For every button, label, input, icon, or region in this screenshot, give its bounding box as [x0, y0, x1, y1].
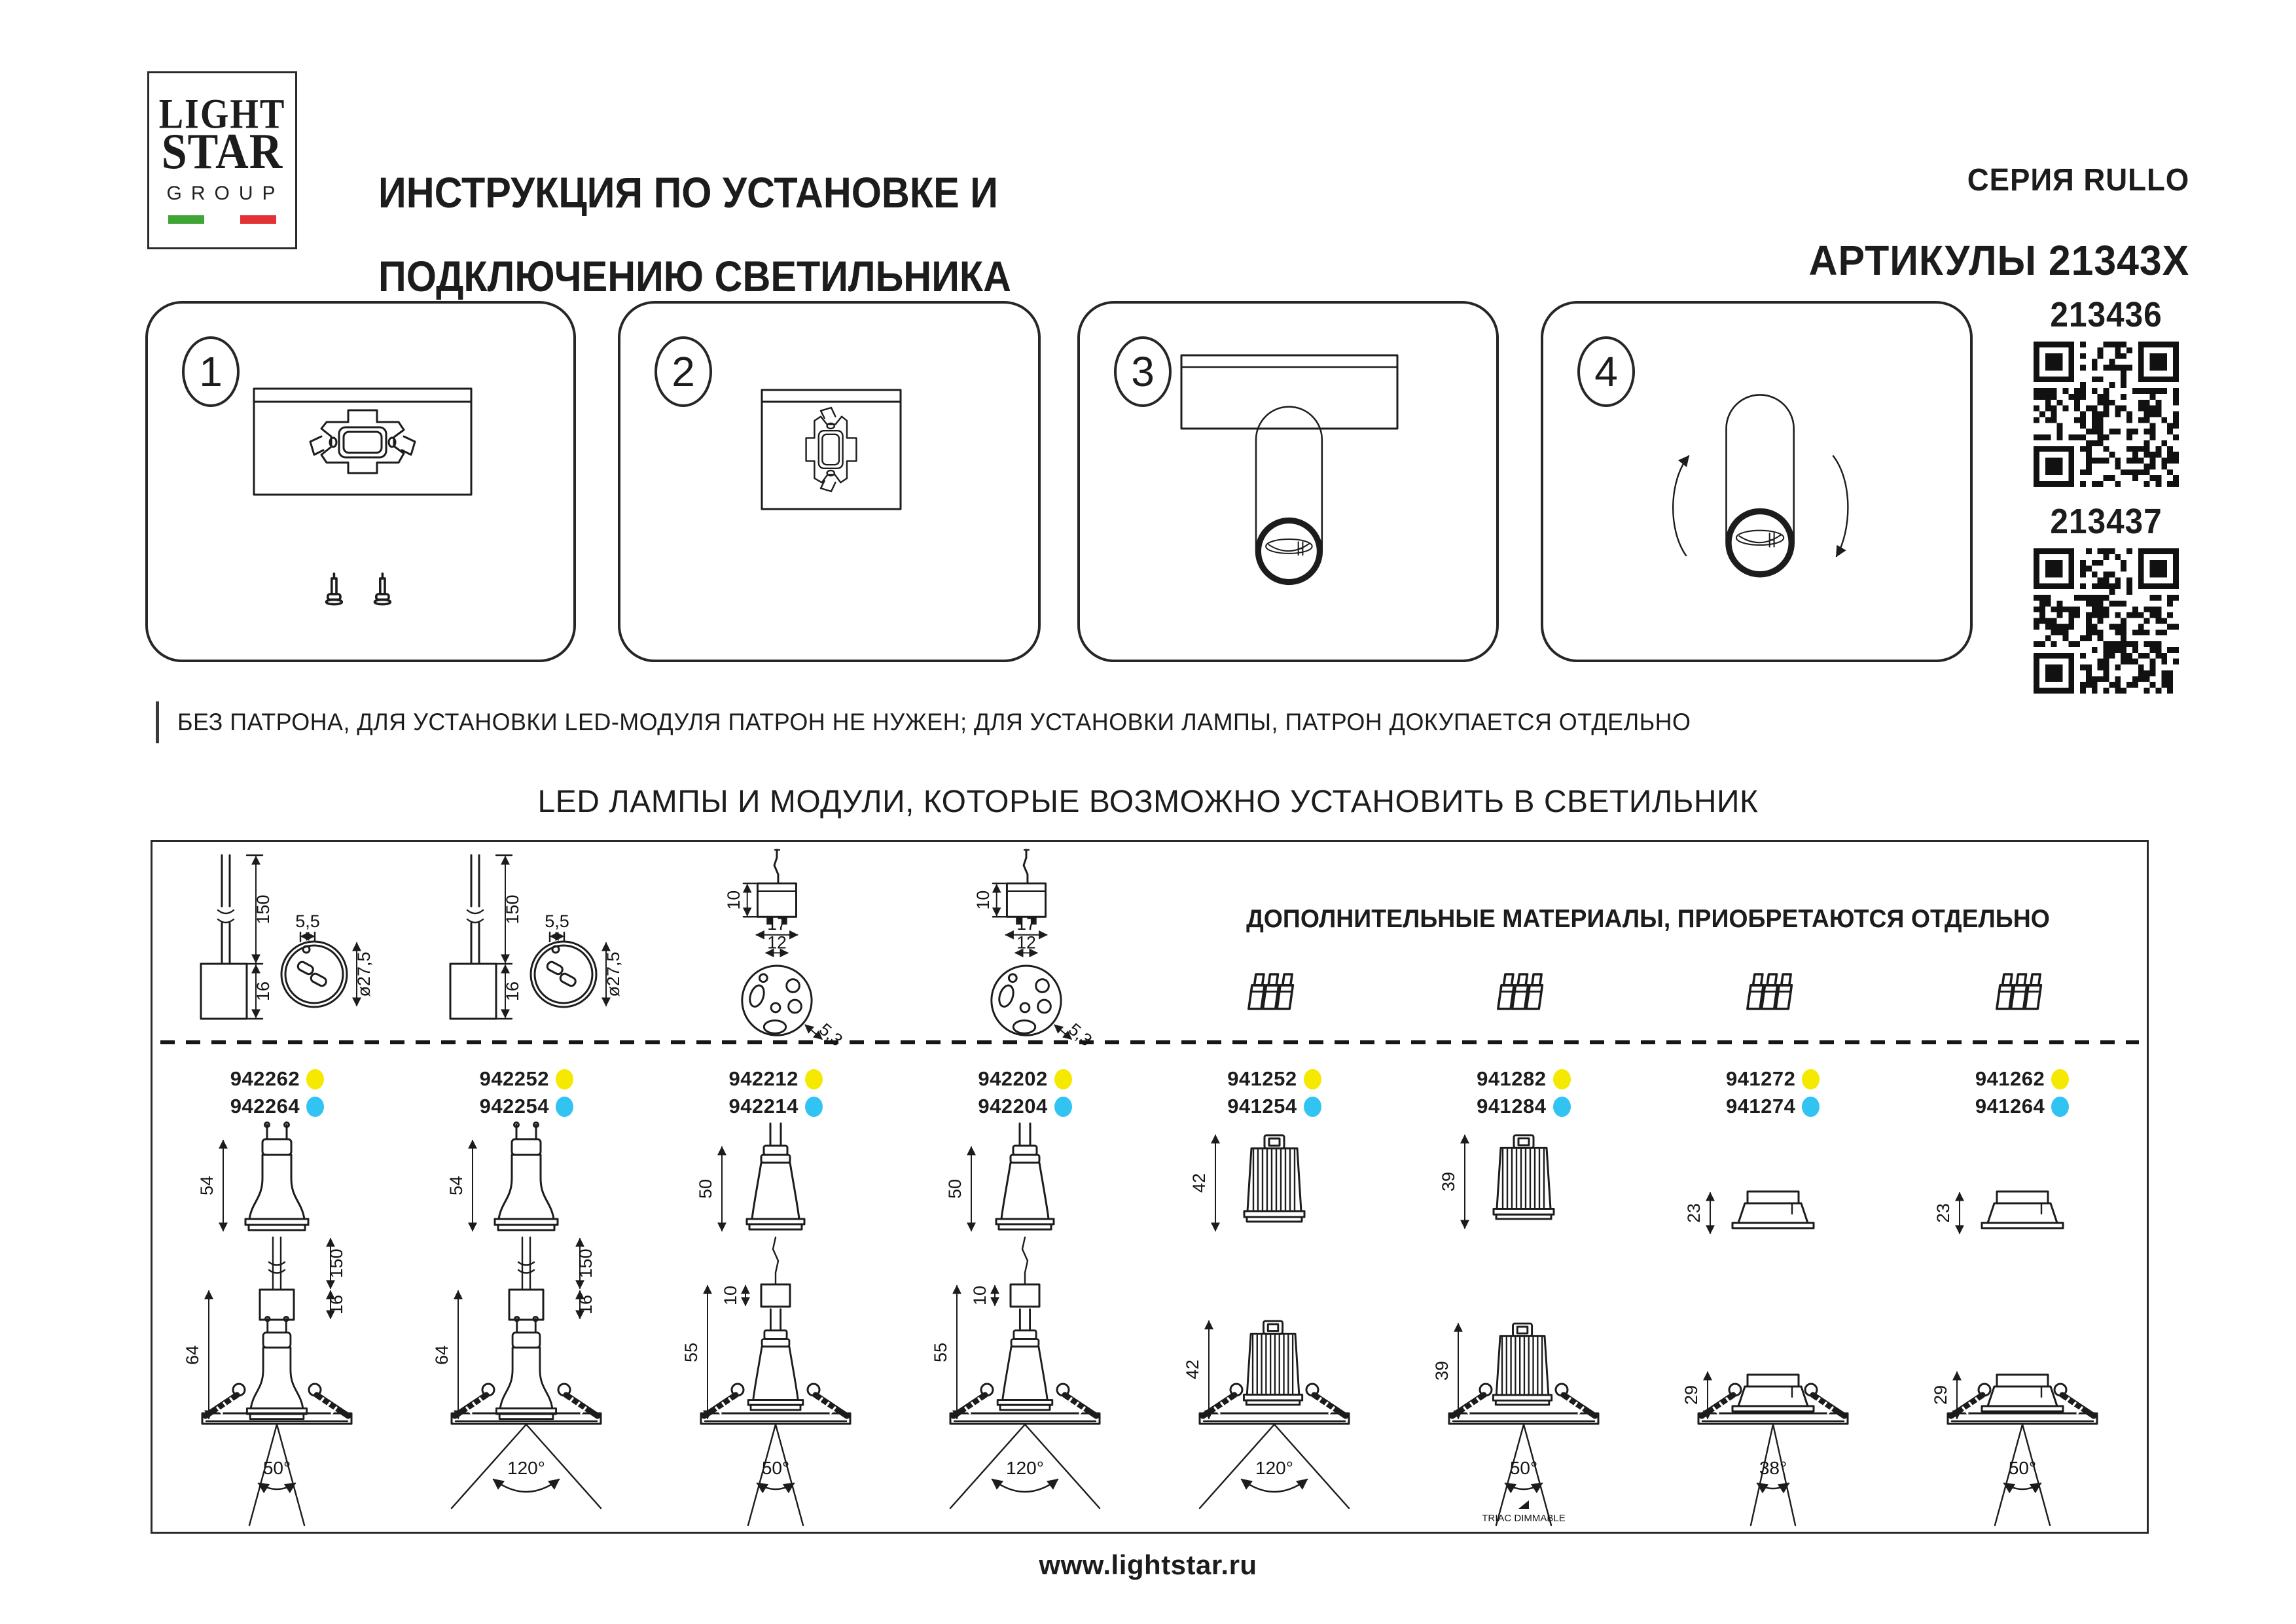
step-3-number: 3	[1114, 336, 1172, 407]
svg-text:42: 42	[1182, 1359, 1202, 1380]
step-1-number: 1	[182, 336, 240, 407]
extras-title: ДОПОЛНИТЕЛЬНЫЕ МАТЕРИАЛЫ, ПРИОБРЕТАЮТСЯ ОТДЕЛЬНО	[1246, 905, 2050, 933]
lamp-column-1	[152, 842, 402, 1532]
svg-text:120°: 120°	[1255, 1458, 1293, 1478]
product-code-warm: 941272	[1725, 1067, 1796, 1090]
step-2-number: 2	[655, 336, 712, 407]
cool-color-dot	[306, 1097, 324, 1117]
step-4-number: 4	[1577, 336, 1635, 407]
warm-color-dot	[306, 1069, 324, 1089]
note	[156, 701, 1738, 743]
svg-text:50: 50	[945, 1178, 965, 1199]
gu10-socket-diagram	[428, 846, 624, 1042]
series-label: СЕРИЯ RULLO	[1967, 163, 2189, 198]
lamp-diagram-6	[1412, 1116, 1635, 1528]
socket-diagram-area-1	[152, 842, 402, 1044]
svg-text:29: 29	[1681, 1385, 1701, 1405]
product-code-cool: 942204	[978, 1095, 1048, 1118]
svg-text:50°: 50°	[2008, 1458, 2036, 1478]
step-3-diagram	[1178, 345, 1401, 633]
cool-color-dot	[556, 1097, 573, 1117]
articles-label: АРТИКУЛЫ 21343X	[1808, 237, 2189, 284]
svg-text:50°: 50°	[1509, 1458, 1537, 1478]
svg-text:64: 64	[183, 1345, 203, 1366]
section-title: LED ЛАМПЫ И МОДУЛИ, КОТОРЫЕ ВОЗМОЖНО УСТАНОВИТЬ В СВЕТИЛЬНИК	[537, 785, 1759, 819]
note-text: БЕЗ ПАТРОНА, ДЛЯ УСТАНОВКИ LED-МОДУЛЯ ПАТРОН НЕ НУЖЕН; ДЛЯ УСТАНОВКИ ЛАМПЫ, ПАТРОН ДОКУПАЕТСЯ ОТДЕЛЬНО	[177, 709, 1691, 735]
svg-text:16: 16	[327, 1294, 347, 1315]
header-right	[1808, 162, 2189, 285]
gu10-socket-diagram	[179, 846, 375, 1042]
note-accent-bar	[156, 701, 159, 743]
svg-text:55: 55	[681, 1342, 702, 1363]
product-code-warm: 942212	[728, 1067, 798, 1090]
lamp-columns	[152, 842, 2147, 1532]
extras-area-8	[1897, 842, 2147, 1044]
product-code-cool: 941274	[1725, 1095, 1796, 1118]
italian-flag-stripe	[168, 215, 277, 224]
warm-color-dot	[1304, 1069, 1321, 1089]
lamps-panel	[151, 840, 2149, 1534]
cool-color-dot	[2051, 1097, 2069, 1117]
lamp-diagram-3	[664, 1116, 887, 1528]
logo-star: STAR	[161, 124, 283, 180]
article-number-2: 213437	[2050, 502, 2162, 541]
step-panel-4	[1541, 301, 1973, 662]
terminal-block-icon	[1496, 966, 1551, 1014]
lamp-column-5	[1150, 842, 1399, 1532]
cool-color-dot	[1553, 1097, 1571, 1117]
product-codes-7	[1726, 1067, 1820, 1116]
product-code-cool: 941264	[1975, 1095, 2045, 1118]
svg-text:64: 64	[432, 1345, 452, 1366]
step-1-diagram	[251, 361, 474, 643]
product-code-cool: 942254	[479, 1095, 550, 1118]
warm-color-dot	[556, 1069, 573, 1089]
svg-text:42: 42	[1189, 1173, 1209, 1193]
svg-text:54: 54	[197, 1175, 217, 1196]
logo-group: GROUP	[166, 182, 285, 204]
lamp-diagram-8	[1911, 1116, 2134, 1528]
svg-text:120°: 120°	[507, 1458, 546, 1478]
product-code-warm: 942202	[978, 1067, 1048, 1090]
svg-text:39: 39	[1438, 1171, 1458, 1192]
triac-dimmable-label: TRIAC DIMMABLE	[1482, 1513, 1566, 1524]
svg-text:50: 50	[696, 1178, 716, 1199]
product-code-warm: 941252	[1227, 1067, 1297, 1090]
warm-color-dot	[805, 1069, 823, 1089]
svg-text:39: 39	[1431, 1360, 1452, 1381]
cool-color-dot	[1054, 1097, 1072, 1117]
svg-text:23: 23	[1683, 1203, 1704, 1224]
svg-text:29: 29	[1930, 1385, 1950, 1405]
warm-color-dot	[1802, 1069, 1820, 1089]
warm-color-dot	[1054, 1069, 1072, 1089]
product-code-warm: 941262	[1975, 1067, 2045, 1090]
product-code-cool: 941284	[1477, 1095, 1547, 1118]
product-code-warm: 942252	[479, 1067, 550, 1090]
qr-code-213437	[2034, 548, 2179, 694]
step-4-diagram	[1648, 336, 1871, 644]
svg-text:50°: 50°	[263, 1458, 291, 1478]
lamp-column-7	[1648, 842, 1897, 1532]
extras-area-6	[1399, 842, 1648, 1044]
product-code-cool: 942264	[230, 1095, 300, 1118]
svg-text:50°: 50°	[762, 1458, 790, 1478]
title-line-2: ПОДКЛЮЧЕНИЮ СВЕТИЛЬНИКА	[378, 252, 1012, 300]
step-panel-3	[1077, 301, 1499, 662]
product-code-cool: 941254	[1227, 1095, 1297, 1118]
article-number-1: 213436	[2050, 295, 2162, 334]
terminal-block-icon	[1746, 966, 1801, 1014]
step-2-diagram	[746, 349, 916, 631]
svg-text:150: 150	[576, 1248, 596, 1279]
product-codes-6	[1477, 1067, 1570, 1116]
cool-color-dot	[1304, 1097, 1321, 1117]
lamp-column-4	[901, 842, 1150, 1532]
svg-text:150: 150	[327, 1248, 347, 1279]
socket-diagram-area-4	[901, 842, 1150, 1044]
lamp-diagram-7	[1662, 1116, 1884, 1528]
svg-text:16: 16	[576, 1294, 596, 1315]
lamp-diagram-5	[1163, 1116, 1386, 1528]
step-panel-1	[145, 301, 576, 662]
svg-text:54: 54	[446, 1175, 467, 1196]
article-block-213436	[2026, 294, 2186, 487]
product-codes-3	[728, 1067, 822, 1116]
svg-text:120°: 120°	[1006, 1458, 1045, 1478]
svg-text:55: 55	[931, 1342, 951, 1363]
lamp-column-6	[1399, 842, 1648, 1532]
cool-color-dot	[1802, 1097, 1820, 1117]
svg-text:10: 10	[970, 1285, 990, 1306]
lamp-diagram-4	[914, 1116, 1136, 1528]
step-panel-2	[618, 301, 1041, 662]
product-codes-4	[978, 1067, 1071, 1116]
page-title	[378, 150, 1011, 318]
product-codes-1	[230, 1067, 324, 1116]
extras-area-7	[1648, 842, 1897, 1044]
g53-socket-diagram	[677, 846, 874, 1046]
title-line-1: ИНСТРУКЦИЯ ПО УСТАНОВКЕ И	[378, 168, 998, 217]
svg-text:23: 23	[1933, 1203, 1953, 1224]
cool-color-dot	[805, 1097, 823, 1117]
warm-color-dot	[2051, 1069, 2069, 1089]
terminal-block-icon	[1995, 966, 2050, 1014]
product-code-warm: 941282	[1477, 1067, 1547, 1090]
warm-color-dot	[1553, 1069, 1571, 1089]
lamp-diagram-2	[415, 1116, 637, 1528]
logo-light: LIGHT	[158, 90, 286, 138]
svg-text:38°: 38°	[1759, 1458, 1787, 1478]
lamp-column-2	[402, 842, 651, 1532]
qr-code-213436	[2034, 342, 2179, 487]
product-codes-8	[1975, 1067, 2069, 1116]
article-block-213437	[2026, 501, 2186, 694]
socket-diagram-area-2	[402, 842, 651, 1044]
website-url: www.lightstar.ru	[1039, 1549, 1257, 1580]
svg-text:10: 10	[721, 1285, 741, 1306]
lightstar-logo	[147, 71, 297, 249]
lamp-diagram-1	[166, 1116, 388, 1528]
product-code-warm: 942262	[230, 1067, 300, 1090]
product-codes-2	[480, 1067, 573, 1116]
lamp-column-3	[651, 842, 901, 1532]
product-code-cool: 942214	[728, 1095, 798, 1118]
socket-diagram-area-3	[651, 842, 901, 1044]
extras-area-5	[1150, 842, 1399, 1044]
terminal-block-icon	[1247, 966, 1302, 1014]
lamp-column-8	[1897, 842, 2147, 1532]
product-codes-5	[1227, 1067, 1321, 1116]
g53-socket-diagram	[927, 846, 1123, 1046]
